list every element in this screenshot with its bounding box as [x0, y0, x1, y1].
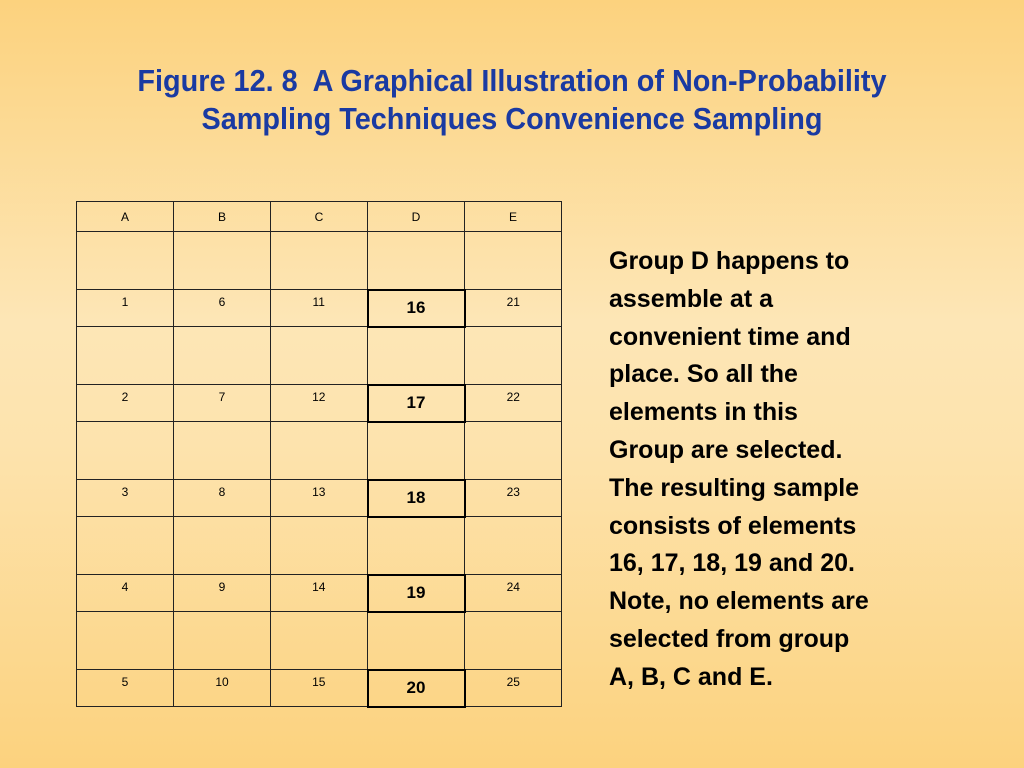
element-cell: 12	[271, 385, 368, 422]
empty-cell	[368, 517, 465, 575]
empty-cell	[271, 232, 368, 290]
empty-cell	[174, 327, 271, 385]
table-spacer-row	[77, 612, 562, 670]
element-cell: 21	[465, 290, 562, 327]
group-header-b: B	[174, 202, 271, 232]
empty-cell	[465, 517, 562, 575]
empty-cell	[174, 612, 271, 670]
element-cell: 5	[77, 670, 174, 707]
element-cell: 8	[174, 480, 271, 517]
empty-cell	[465, 327, 562, 385]
slide-title-line-2: Sampling Techniques Convenience Sampling	[201, 101, 823, 136]
explanation-text	[609, 243, 949, 697]
table-row	[77, 385, 562, 422]
selected-element-cell: 19	[368, 575, 465, 612]
element-cell: 23	[465, 480, 562, 517]
element-cell: 9	[174, 575, 271, 612]
empty-cell	[271, 517, 368, 575]
element-cell: 2	[77, 385, 174, 422]
element-cell: 22	[465, 385, 562, 422]
group-header-c: C	[271, 202, 368, 232]
empty-cell	[271, 422, 368, 480]
empty-cell	[465, 612, 562, 670]
group-header-a: A	[77, 202, 174, 232]
table-row	[77, 290, 562, 327]
group-table	[76, 201, 562, 708]
explanation-line: A, B, C and E.	[609, 662, 773, 691]
empty-cell	[465, 232, 562, 290]
explanation-line: Note, no elements are	[609, 587, 869, 616]
explanation-line: elements in this	[609, 398, 798, 427]
empty-cell	[77, 517, 174, 575]
explanation-line: convenient time and	[609, 322, 851, 351]
selected-element-cell: 18	[368, 480, 465, 517]
explanation-line: 16, 17, 18, 19 and 20.	[609, 549, 855, 578]
slide-title-line-1: Figure 12. 8 A Graphical Illustration of Non-Probability	[137, 63, 887, 98]
empty-cell	[77, 612, 174, 670]
table-row	[77, 670, 562, 707]
group-header-d: D	[368, 202, 465, 232]
table-row	[77, 575, 562, 612]
empty-cell	[77, 422, 174, 480]
table-row	[77, 480, 562, 517]
element-cell: 11	[271, 290, 368, 327]
explanation-line: selected from group	[609, 624, 850, 653]
table-header-row	[77, 202, 562, 232]
selected-element-cell: 16	[368, 290, 465, 327]
empty-cell	[174, 517, 271, 575]
table-spacer-row	[77, 422, 562, 480]
element-cell: 6	[174, 290, 271, 327]
selected-element-cell: 17	[368, 385, 465, 422]
element-cell: 13	[271, 480, 368, 517]
element-cell: 14	[271, 575, 368, 612]
explanation-line: The resulting sample	[609, 473, 860, 502]
empty-cell	[368, 232, 465, 290]
empty-cell	[271, 327, 368, 385]
explanation-line: Group are selected.	[609, 435, 843, 464]
slide-title	[73, 62, 951, 138]
element-cell: 3	[77, 480, 174, 517]
table-spacer-row	[77, 327, 562, 385]
table-spacer-row	[77, 232, 562, 290]
table-spacer-row	[77, 517, 562, 575]
empty-cell	[271, 612, 368, 670]
element-cell: 4	[77, 575, 174, 612]
element-cell: 7	[174, 385, 271, 422]
empty-cell	[174, 422, 271, 480]
group-header-e: E	[465, 202, 562, 232]
empty-cell	[368, 422, 465, 480]
empty-cell	[368, 612, 465, 670]
element-cell: 10	[174, 670, 271, 707]
empty-cell	[77, 232, 174, 290]
empty-cell	[174, 232, 271, 290]
empty-cell	[77, 327, 174, 385]
element-cell: 25	[465, 670, 562, 707]
explanation-line: consists of elements	[609, 511, 857, 540]
explanation-line: place. So all the	[609, 360, 798, 389]
empty-cell	[465, 422, 562, 480]
empty-cell	[368, 327, 465, 385]
explanation-line: Group D happens to	[609, 247, 850, 275]
element-cell: 15	[271, 670, 368, 707]
element-cell: 1	[77, 290, 174, 327]
element-cell: 24	[465, 575, 562, 612]
selected-element-cell: 20	[368, 670, 465, 707]
explanation-line: assemble at a	[609, 284, 773, 313]
